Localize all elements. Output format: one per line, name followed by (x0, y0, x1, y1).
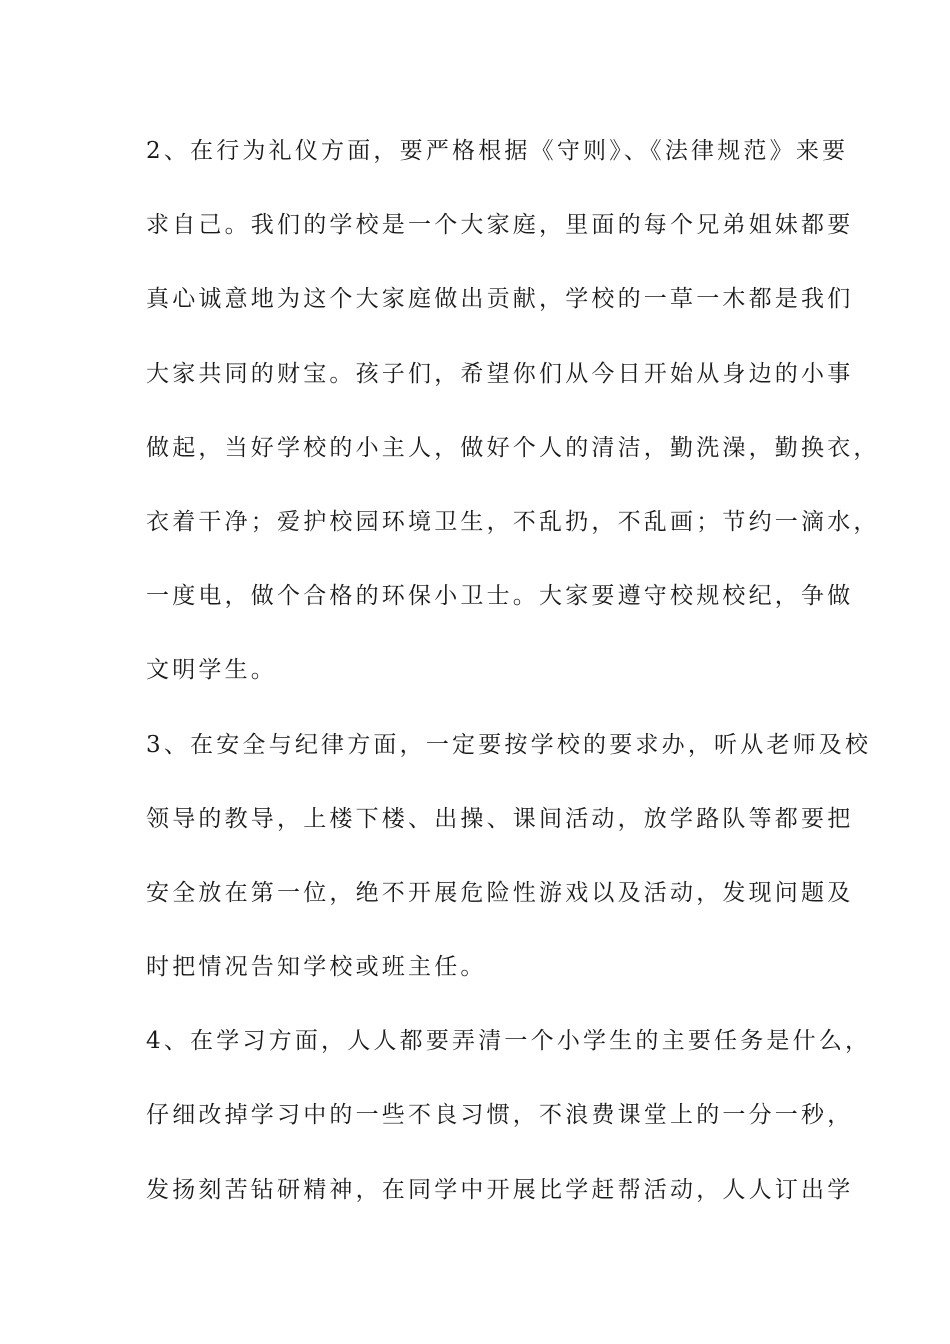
text-line: 4、在学习方面，人人都要弄清一个小学生的主要任务是什么， (146, 1028, 872, 1055)
text-line: 求自己。我们的学校是一个大家庭，里面的每个兄弟姐妹都要 (146, 212, 854, 239)
text-line: 2、在行为礼仪方面，要严格根据《守则》、《法律规范》来要 (146, 138, 849, 164)
document-body (146, 128, 880, 1241)
text-line: 发扬刻苦钻研精神，在同学中开展比学赶帮活动，人人订出学 (146, 1176, 854, 1203)
text-line: 一度电，做个合格的环保小卫士。大家要遵守校规校纪，争做 (146, 583, 854, 610)
text-line: 做起，当好学校的小主人，做好个人的清洁，勤洗澡，勤换衣， (146, 434, 880, 461)
text-line: 领导的教导，上楼下楼、出操、课间活动，放学路队等都要把 (146, 805, 854, 832)
text-line: 衣着干净；爱护校园环境卫生，不乱扔，不乱画；节约一滴水， (146, 508, 880, 535)
text-line: 真心诚意地为这个大家庭做出贡献，学校的一草一木都是我们 (146, 286, 854, 313)
text-line: 大家共同的财宝。孩子们，希望你们从今日开始从身边的小事 (146, 360, 854, 387)
text-line: 时把情况告知学校或班主任。 (146, 954, 487, 981)
text-line: 安全放在第一位，绝不开展危险性游戏以及活动，发现问题及 (146, 879, 854, 906)
text-line: 文明学生。 (146, 657, 277, 684)
text-line: 3、在安全与纪律方面，一定要按学校的要求办，听从老师及校 (146, 731, 872, 758)
text-line: 仔细改掉学习中的一些不良习惯，不浪费课堂上的一分一秒， (146, 1102, 854, 1129)
